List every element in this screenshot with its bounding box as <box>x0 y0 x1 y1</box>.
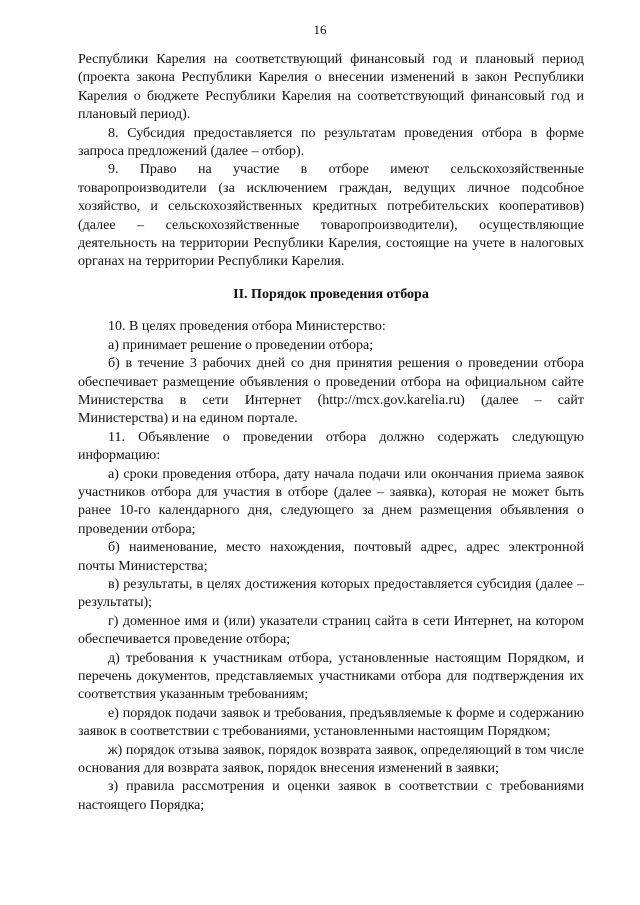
page-number: 16 <box>313 22 327 37</box>
paragraph-10: 10. В целях проведения отбора Министерство: <box>108 319 386 335</box>
paragraph-11-a: а) сроки проведения отбора, дату начала подачи или окончания приема заявок участников отбора для участия в отборе (далее – заявка), которая не может быть ранее 10-го календарного дня, следующего за днем размещения объявления о проведении отбора; <box>78 466 584 537</box>
paragraph-11-d: д) требования к участникам отбора, установленные настоящим Порядком, и перечень документов, представляемых участниками отбора для подтверждения их соответствия указанным требованиям; <box>78 650 584 703</box>
paragraph-11-b: б) наименование, место нахождения, почтовый адрес, адрес электронной почты Министерства; <box>78 540 584 574</box>
paragraph-11-zh: ж) порядок отзыва заявок, порядок возврата заявок, определяющий в том числе основания для возврата заявок, порядок внесения изменений в заявки; <box>78 742 584 777</box>
paragraph-11-v: в) результаты, в целях достижения которых предоставляется субсидия (далее – результаты); <box>78 576 584 611</box>
paragraph-11: 11. Объявление о проведении отбора должно содержать следующую информацию: <box>78 429 584 464</box>
paragraph-11-g: г) доменное имя и (или) указатели страниц сайта в сети Интернет, на котором обеспечивается проведение отбора; <box>78 613 584 648</box>
page-content <box>78 51 584 815</box>
paragraph-continuation: Республики Карелия на соответствующий финансовый год и плановый период (проекта закона Республики Карелия о внесении изменений в закон Республики Карелия о бюджете Республики Карелия на соответствующий финансовый год и плановый период). <box>78 52 584 123</box>
paragraph-10-a: а) принимает решение о проведении отбора; <box>108 337 374 353</box>
section-heading: II. Порядок проведения отбора <box>233 286 429 302</box>
paragraph-11-e: е) порядок подачи заявок и требования, предъявляемые к форме и содержанию заявок в соответствии с требованиями, установленными настоящим Порядком; <box>78 705 584 740</box>
paragraph-9: 9. Право на участие в отборе имеют сельскохозяйственные товаропроизводители (за исключением граждан, ведущих личное подсобное хозяйство, и сельскохозяйственных кредитных потребительских кооперативов) (далее – сельскохозяйственные товаропроизводители), осуществляющие деятельность на территории Республики Карелия, состоящие на учете в налоговых органах на территории Республики Карелия. <box>78 162 584 270</box>
paragraph-10-b: б) в течение 3 рабочих дней со дня принятия решения о проведении отбора обеспечивает размещение объявления о проведении отбора на официальном сайте Министерства в сети Интернет (http://mcx.gov.karelia.ru) (далее – сайт Министерства) и на едином портале. <box>78 356 584 427</box>
paragraph-11-z: з) правила рассмотрения и оценки заявок в соответствии с требованиями настоящего Порядка; <box>78 779 584 813</box>
paragraph-8: 8. Субсидия предоставляется по результатам проведения отбора в форме запроса предложений (далее – отбор). <box>78 125 584 160</box>
